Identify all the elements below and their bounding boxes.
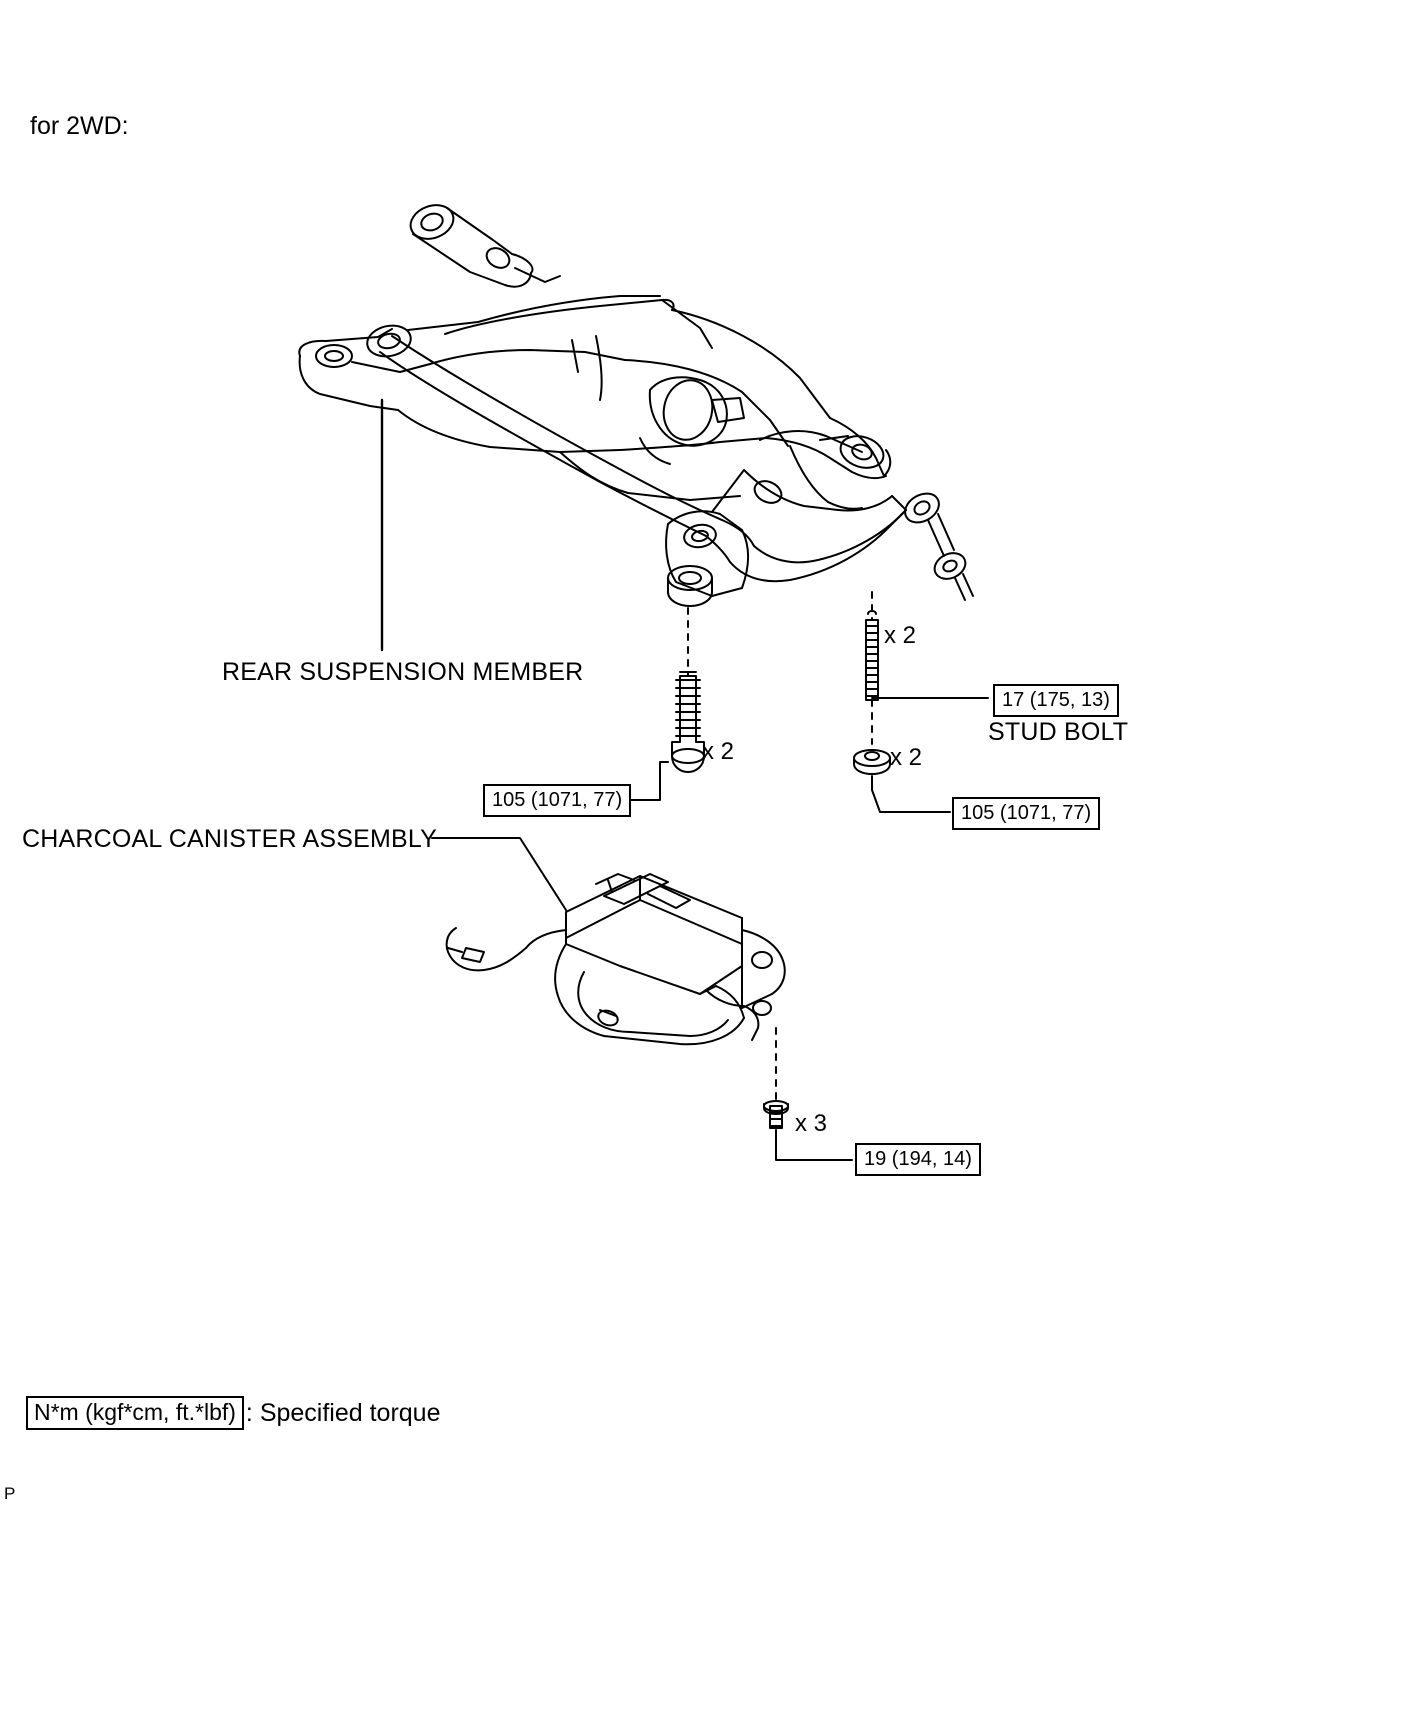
label-rear-suspension-member: REAR SUSPENSION MEMBER xyxy=(222,658,584,686)
leader-torque-2 xyxy=(872,776,950,812)
quantity-stud-nut: x 2 xyxy=(890,744,923,771)
torque-spec-canister-bolt: 19 (194, 14) xyxy=(855,1143,981,1176)
leader-torque-1 xyxy=(628,762,668,800)
stabilizer-link xyxy=(900,488,973,600)
stud-bolt xyxy=(866,611,878,700)
quantity-canister-bolt: x 3 xyxy=(795,1110,828,1137)
charcoal-canister-assembly xyxy=(447,874,785,1044)
quantity-stud-bolt: x 2 xyxy=(884,622,917,649)
right-lower-arm xyxy=(712,431,906,512)
suspension-member-bolt xyxy=(672,672,704,772)
leader-charcoal-canister xyxy=(432,838,566,910)
stabilizer-bar xyxy=(380,336,906,581)
torque-spec-stud-bolt: 17 (175, 13) xyxy=(993,684,1119,717)
page-mark: P xyxy=(4,1484,16,1503)
heading-for-2wd: for 2WD: xyxy=(30,112,129,140)
legend-description: : Specified torque xyxy=(245,1398,441,1427)
legend-unit-box: N*m (kgf*cm, ft.*lbf) xyxy=(26,1396,244,1430)
label-stud-bolt: STUD BOLT xyxy=(988,718,1129,746)
rear-suspension-member xyxy=(299,296,890,500)
upper-trailing-arm xyxy=(406,199,560,286)
torque-spec-suspension-member-bolt: 105 (1071, 77) xyxy=(483,784,631,817)
stud-bolt-nut xyxy=(854,750,890,774)
left-lower-bracket xyxy=(666,511,748,606)
label-charcoal-canister-assembly: CHARCOAL CANISTER ASSEMBLY xyxy=(22,825,438,853)
canister-bolt xyxy=(764,1101,788,1128)
torque-legend xyxy=(26,1396,441,1430)
quantity-suspension-bolt: x 2 xyxy=(702,738,735,765)
torque-spec-stabilizer-bracket-nut: 105 (1071, 77) xyxy=(952,797,1100,830)
